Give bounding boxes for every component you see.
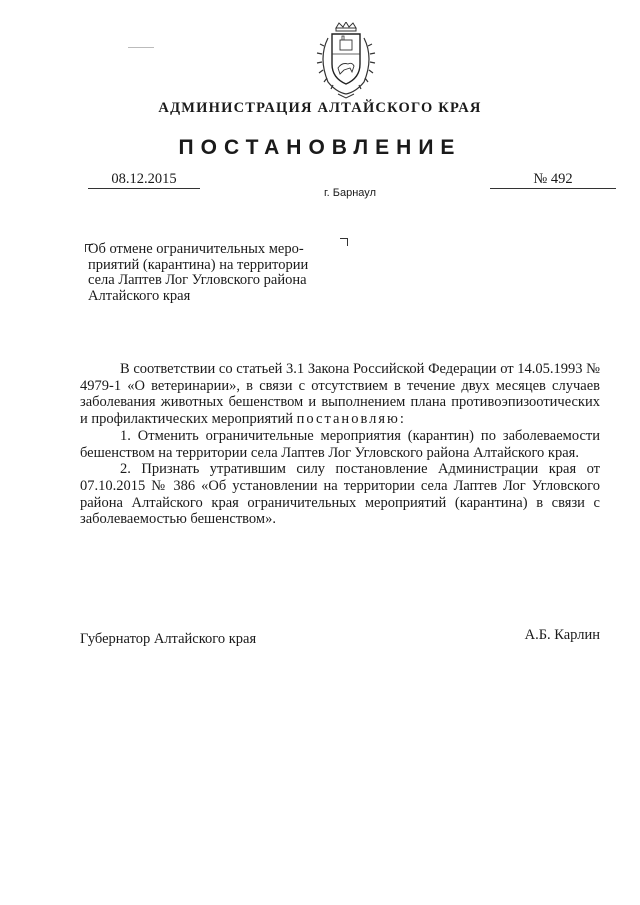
item-2-paragraph: 2. Признать утратившим силу постановление Администрации края от 07.10.2015 № 386 «Об установлении на территории села Лаптев Лог Угловского района Алтайского края ограничительных мероприятий (карантина) в связи с заболеваемостью бешенством». [80, 461, 600, 528]
preamble-paragraph [80, 361, 600, 428]
title-line: Алтайского края [88, 287, 191, 304]
document-title [88, 242, 356, 304]
organization-name: АДМИНИСТРАЦИЯ АЛТАЙСКОГО КРАЯ [158, 100, 482, 116]
resolve-word: постановляю: [296, 411, 406, 428]
title-line: Об отмене ограничительных меро- [88, 241, 304, 257]
document-city: г. Барнаул [324, 187, 376, 199]
item-1-paragraph: 1. Отменить ограничительные мероприятия (карантин) по заболеваемости бешенством на территории села Лаптев Лог Угловского района Алтайского края. [80, 427, 600, 461]
document-number: № 492 [490, 170, 616, 189]
signatory-title: Губернатор Алтайского края [80, 631, 257, 647]
title-line: села Лаптев Лог Угловского района [88, 272, 307, 288]
document-date: 08.12.2015 [88, 170, 200, 189]
scan-artifact-line [128, 47, 154, 48]
document-body [80, 361, 600, 528]
title-line: приятий (карантина) на территории [88, 256, 309, 273]
preamble-text: В соответствии со статьей 3.1 Закона Российской Федерации от 14.05.1993 № 4979-1 «О ветеринарии», в связи с отсутствием в течение двух месяцев случаев заболевания животных бешенством и выполнением плана противоэпизоотических и профилактических мероприятий [80, 361, 600, 428]
coat-of-arms-icon [310, 22, 382, 100]
document-type: ПОСТАНОВЛЕНИЕ [178, 136, 462, 159]
signatory-name: А.Б. Карлин [524, 627, 600, 643]
